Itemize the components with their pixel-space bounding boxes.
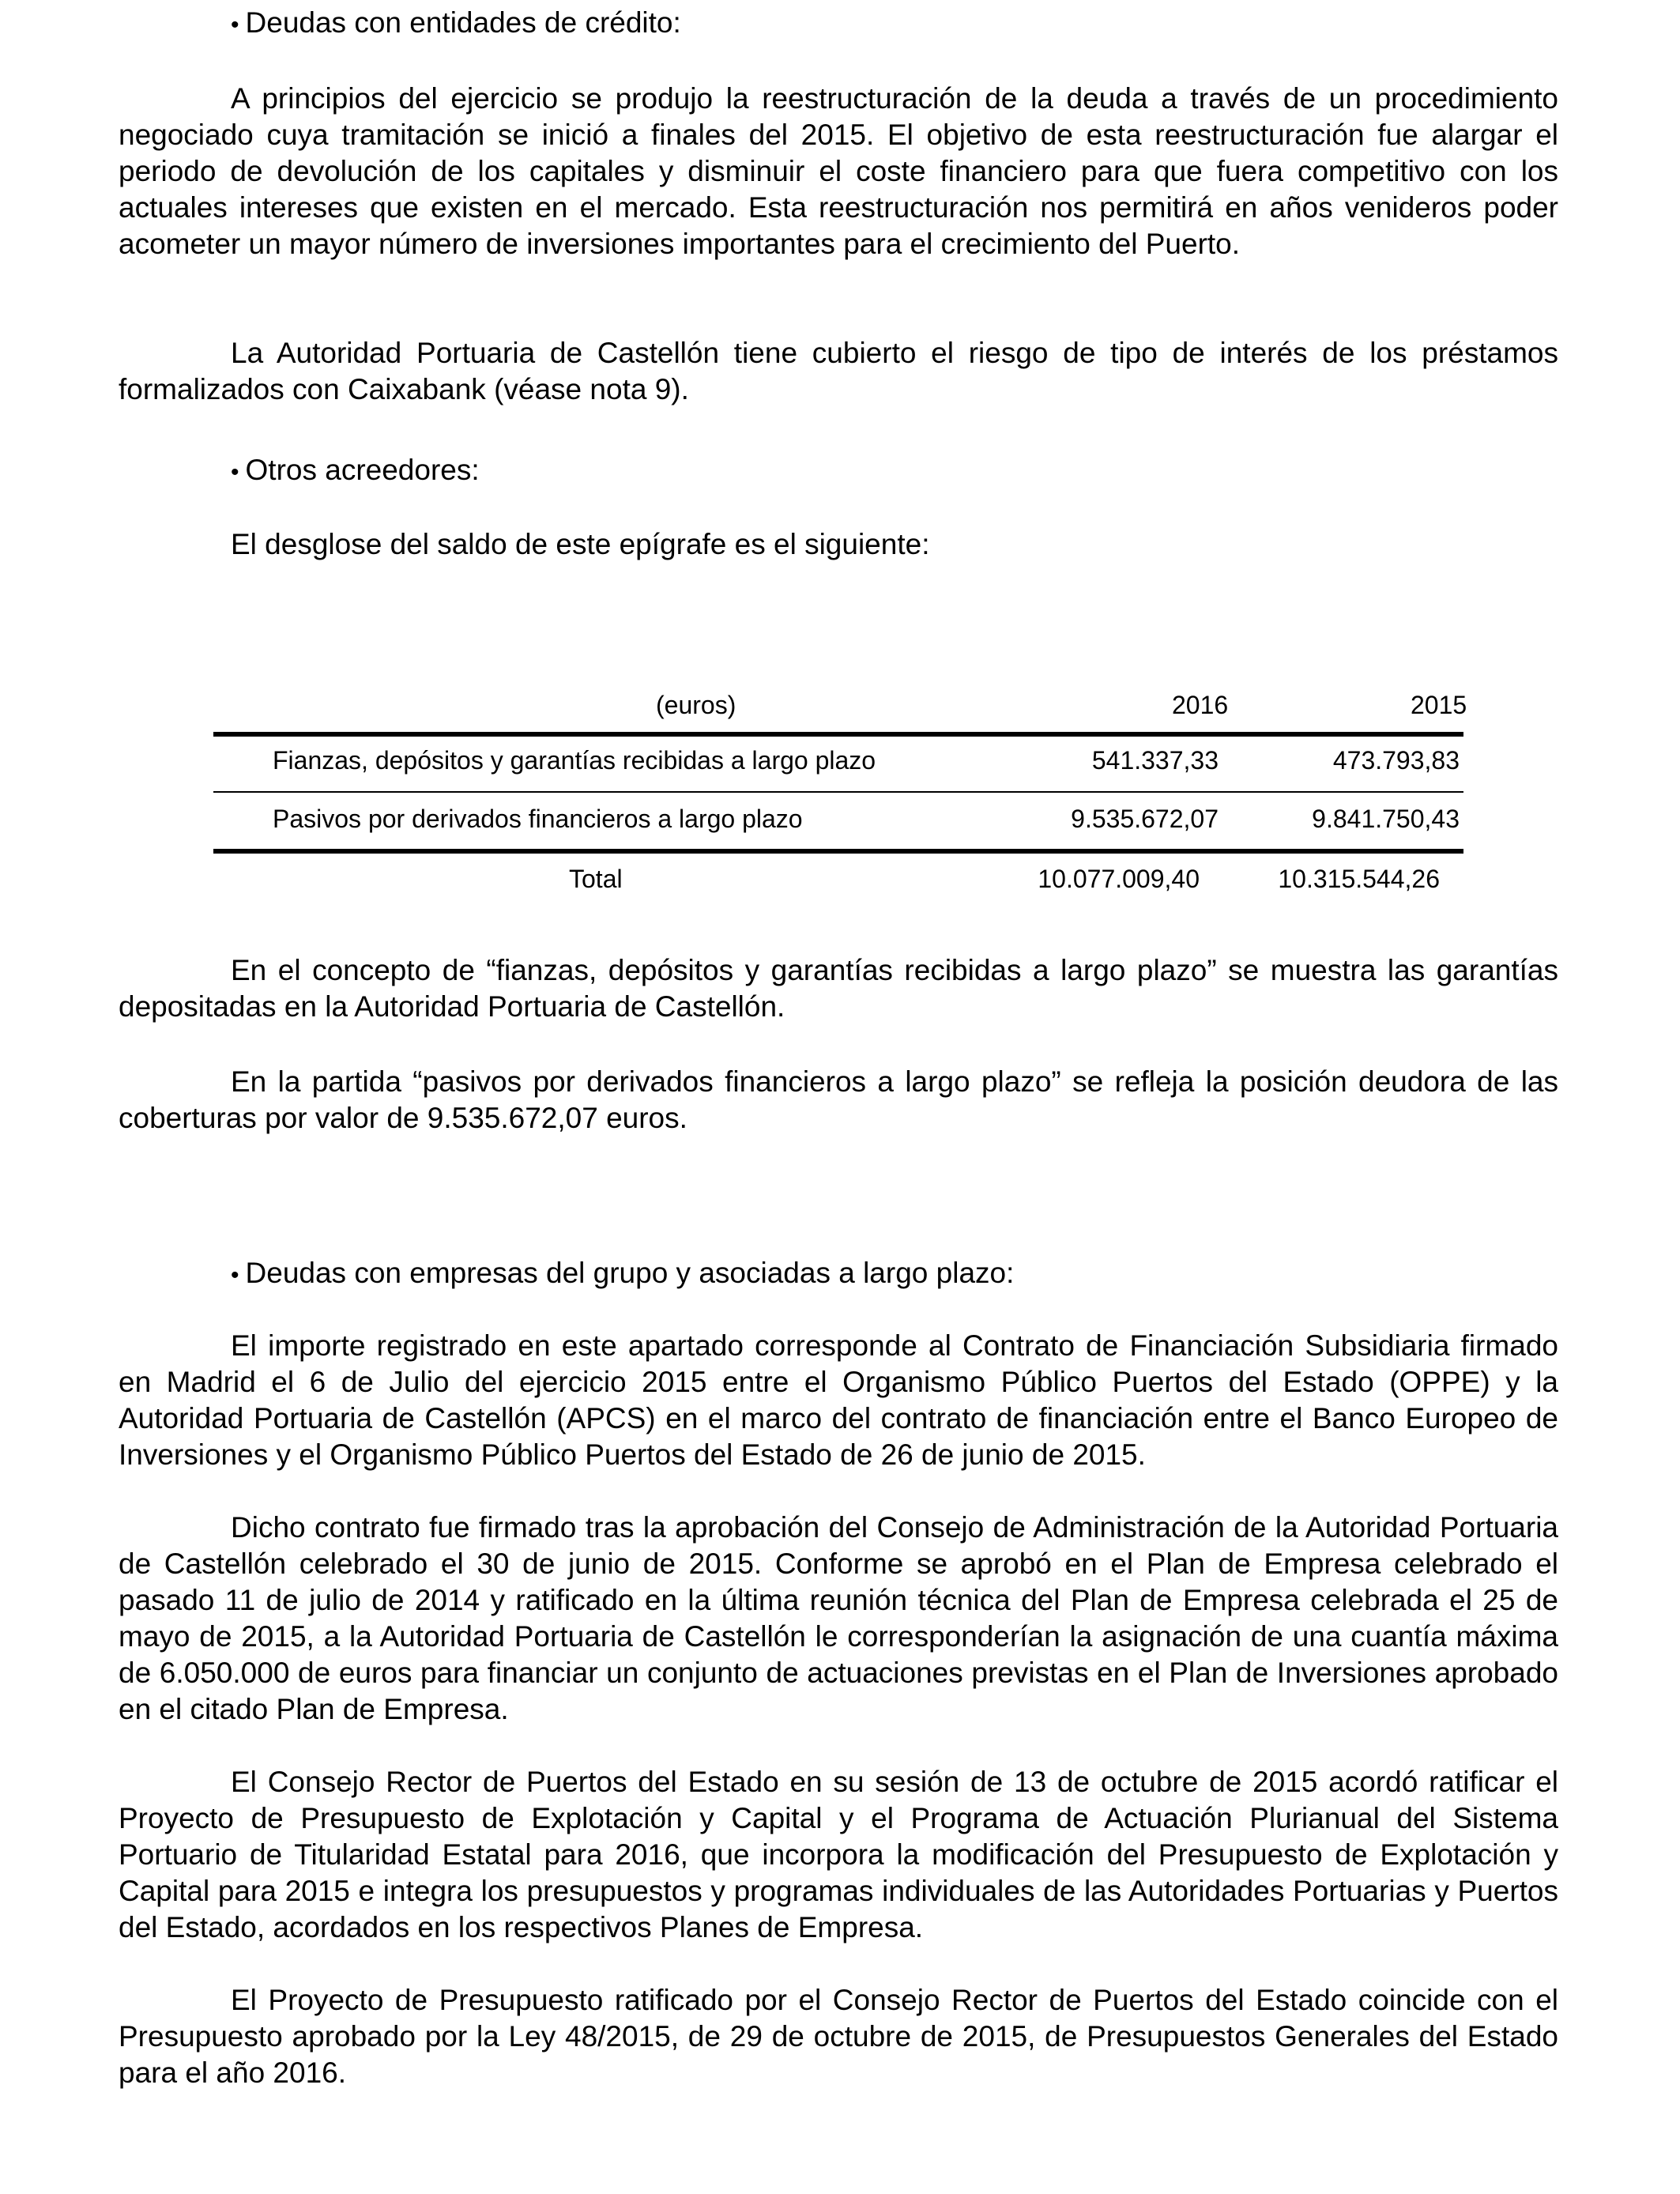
- row-value-2015: 9.841.750,43: [1312, 805, 1460, 833]
- table-row: [213, 745, 1463, 801]
- paragraph-pasivos: En la partida “pasivos por derivados financieros a largo plazo” se refleja la posición deudora de las coberturas por valor de 9.535.672,07 euros.: [119, 1065, 1558, 1134]
- paragraph-reestructuracion: A principios del ejercicio se produjo la reestructuración de la deuda a través de un procedimiento negociado cuya tramitación se inició a finales del 2015. El objetivo de esta reestructuración fue alargar el periodo de devolución de los capitales y disminuir el coste financiero para que fuera competitivo con los actuales intereses que existen en el mercado. Esta reestructuración nos permitirá en años venideros poder acometer un mayor número de inversiones importantes para el crecimiento del Puerto.: [119, 82, 1558, 260]
- table-rule-top: [213, 732, 1463, 737]
- total-label: Total: [569, 865, 623, 893]
- table-header-row: [213, 688, 1467, 735]
- bullet-icon: •: [231, 12, 239, 38]
- row-value-2016: 541.337,33: [1091, 746, 1219, 775]
- paragraph-proyecto-presupuesto: El Proyecto de Presupuesto ratificado por el Consejo Rector de Puertos del Estado coincide con el Presupuesto aprobado por la Ley 48/2015, de 29 de octubre de 2015, de Presupuestos Generales del Estado para el año 2016.: [119, 1984, 1558, 2089]
- table-total-row: [213, 863, 1463, 920]
- heading-deudas-credito: • Deudas con entidades de crédito:: [231, 6, 681, 39]
- table-header-2015: 2015: [1411, 691, 1467, 719]
- table-rule-mid: [213, 791, 1463, 793]
- row-value-2016: 9.535.672,07: [1071, 805, 1219, 833]
- table-header-unit: (euros): [656, 691, 736, 719]
- heading-deudas-grupo: • Deudas con empresas del grupo y asociadas a largo plazo:: [231, 1257, 1015, 1289]
- heading-otros-acreedores: • Otros acreedores:: [231, 454, 480, 486]
- paragraph-consejo-rector: El Consejo Rector de Puertos del Estado en su sesión de 13 de octubre de 2015 acordó ratificar el Proyecto de Presupuesto de Explotación y Capital y el Programa de Actuación Plurianual del Sistema Portuario de Titularidad Estatal para 2016, que incorpora la modificación del Presupuesto de Explotación y Capital para 2015 e integra los presupuestos y programas individuales de las Autoridades Portuarias y Puertos del Estado, acordados en los respectivos Planes de Empresa.: [119, 1766, 1558, 1943]
- table-rule-bottom: [213, 849, 1463, 854]
- row-value-2015: 473.793,83: [1332, 746, 1460, 775]
- paragraph-riesgo-interes: La Autoridad Portuaria de Castellón tiene cubierto el riesgo de tipo de interés de los préstamos formalizados con Caixabank (véase nota 9).: [119, 337, 1558, 405]
- total-value-2015: 10.315.544,26: [1278, 865, 1440, 893]
- paragraph-consejo-administracion: Dicho contrato fue firmado tras la aprobación del Consejo de Administración de la Autoridad Portuaria de Castellón celebrado el 30 de junio de 2015. Conforme se aprobó en el Plan de Empresa celebrado el pasado 11 de julio de 2014 y ratificado en la última reunión técnica del Plan de Empresa celebrada el 25 de mayo de 2015, a la Autoridad Portuaria de Castellón le corresponderían la asignación de una cuantía máxima de 6.050.000 de euros para financiar un conjunto de actuaciones previstas en el Plan de Inversiones aprobado en el citado Plan de Empresa.: [119, 1511, 1558, 1725]
- row-label: Fianzas, depósitos y garantías recibidas a largo plazo: [273, 746, 876, 775]
- bullet-icon: •: [231, 459, 239, 485]
- table-header-2016: 2016: [1172, 691, 1229, 719]
- paragraph-fianzas: En el concepto de “fianzas, depósitos y garantías recibidas a largo plazo” se muestra las garantías depositadas en la Autoridad Portuaria de Castellón.: [119, 954, 1558, 1023]
- bullet-icon: •: [231, 1262, 239, 1288]
- paragraph-desglose-intro: El desglose del saldo de este epígrafe es el siguiente:: [231, 528, 930, 560]
- total-value-2016: 10.077.009,40: [1038, 865, 1200, 893]
- paragraph-contrato-financiacion: El importe registrado en este apartado corresponde al Contrato de Financiación Subsidiaria firmado en Madrid el 6 de Julio del ejercicio 2015 entre el Organismo Público Puertos del Estado (OPPE) y la Autoridad Portuaria de Castellón (APCS) en el marco del contrato de financiación entre el Banco Europeo de Inversiones y el Organismo Público Puertos del Estado de 26 de junio de 2015.: [119, 1329, 1558, 1471]
- row-label: Pasivos por derivados financieros a largo plazo: [273, 805, 803, 833]
- desglose-table: [213, 688, 1467, 893]
